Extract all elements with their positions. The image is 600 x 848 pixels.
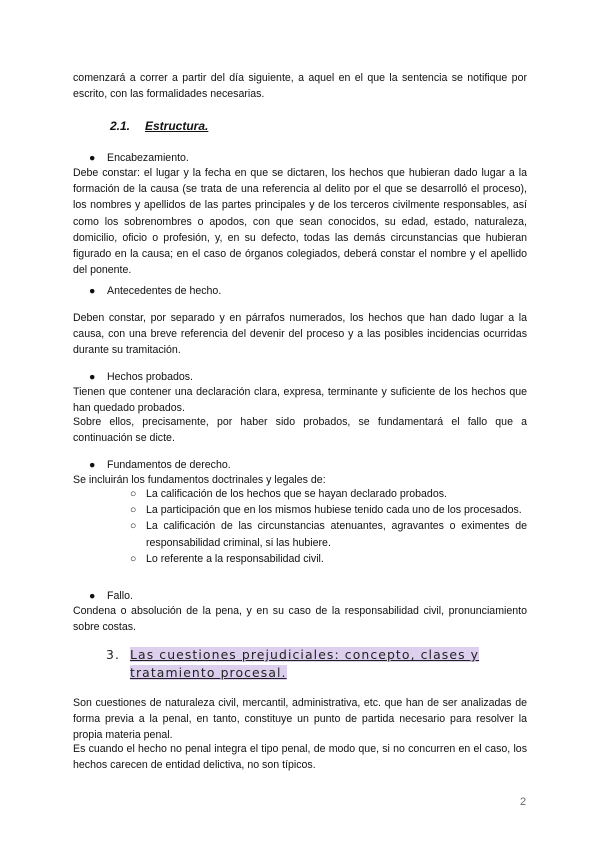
encabezamiento-paragraph: Debe constar: el lugar y la fecha en que se dictaren, los hechos que hubieran dado lugar a la formación de la causa (se trata de una referencia al delito por el que se desarrolló el proceso), los nombres y apellidos de las partes principales y de los terceros civilmente responsables, así como los sobrenombres o apodos, con que sean conocidos, su edad, estado, naturaleza, domicilio, oficio o profesión, y, en su defecto, todas las demás circunstancias que hubieran figurado en la causa; en el caso de órganos colegiados, deberá constar el nombre y el apellido del ponente. bbox=[73, 167, 527, 277]
fallo-paragraph: Condena o absolución de la pena, y en su caso de la responsabilidad civil, pronunciamiento sobre costas. bbox=[73, 605, 527, 634]
bullet-dot: ● bbox=[89, 285, 96, 297]
bullet-dot: ● bbox=[89, 152, 96, 164]
bullet-fundamentos: ● Fundamentos de derecho. bbox=[73, 457, 543, 473]
bullet-encabezamiento: ● Encabezamiento. bbox=[73, 150, 543, 166]
circle-bullet-icon: ○ bbox=[130, 504, 137, 517]
bullet-dot: ● bbox=[89, 371, 96, 383]
hechos-paragraph-1: Tienen que contener una declaración clara, expresa, terminante y suficiente de los hechos que han quedado probados. bbox=[73, 386, 527, 415]
bullet-antecedentes: ● Antecedentes de hecho. bbox=[73, 283, 543, 299]
list-item: ○ La participación que en los mismos hubiese tenido cada uno de los procesados. bbox=[73, 502, 527, 518]
intro-paragraph: comenzará a correr a partir del día siguiente, a aquel en el que la sentencia se notifique por escrito, con las formalidades necesarias. bbox=[73, 72, 527, 101]
bullet-hechos-probados: ● Hechos probados. bbox=[73, 369, 543, 385]
circle-bullet-icon: ○ bbox=[130, 488, 137, 500]
page-number: 2 bbox=[520, 796, 527, 808]
list-item: ○ Lo referente a la responsabilidad civil. bbox=[73, 551, 527, 567]
cuestiones-paragraph-2: Es cuando el hecho no penal integra el tipo penal, de modo que, si no concurren en el caso, los hechos carecen de entidad delictiva, no son típicos. bbox=[73, 743, 527, 772]
bullet-dot: ● bbox=[89, 590, 96, 602]
hechos-paragraph-2: Sobre ellos, precisamente, por haber sido probados, se fundamentará el fallo que a continuación se dicte. bbox=[73, 416, 527, 445]
bullet-dot: ● bbox=[89, 459, 96, 471]
section-number: 2.1. bbox=[110, 119, 131, 133]
fundamentos-list bbox=[73, 486, 527, 567]
section-title: Estructura. bbox=[145, 119, 209, 133]
circle-bullet-icon: ○ bbox=[130, 520, 137, 533]
section-title: Las cuestiones prejudiciales: concepto, clases y tratamiento procesal. bbox=[130, 647, 480, 680]
bullet-fallo: ● Fallo. bbox=[73, 588, 543, 604]
fundamentos-intro: Se incluirán los fundamentos doctrinales y legales de: bbox=[73, 474, 326, 486]
list-item: ○ La calificación de los hechos que se hayan declarado probados. bbox=[73, 486, 527, 502]
list-item: ○ La calificación de las circunstancias atenuantes, agravantes o eximentes de responsabilidad criminal, si las hubiere. bbox=[130, 520, 527, 549]
cuestiones-paragraph-1: Son cuestiones de naturaleza civil, mercantil, administrativa, etc. que han de ser analizadas de forma previa a la penal, en tanto, constituye un punto de partida necesario para resolver la propia materia penal. bbox=[73, 697, 527, 742]
antecedentes-paragraph: Deben constar, por separado y en párrafos numerados, los hechos que han dado lugar a la causa, con una breve referencia del devenir del proceso y a las posibles incidencias ocurridas durante su tramitación. bbox=[73, 312, 527, 357]
section-number: 3. bbox=[106, 647, 121, 662]
circle-bullet-icon: ○ bbox=[130, 552, 137, 565]
